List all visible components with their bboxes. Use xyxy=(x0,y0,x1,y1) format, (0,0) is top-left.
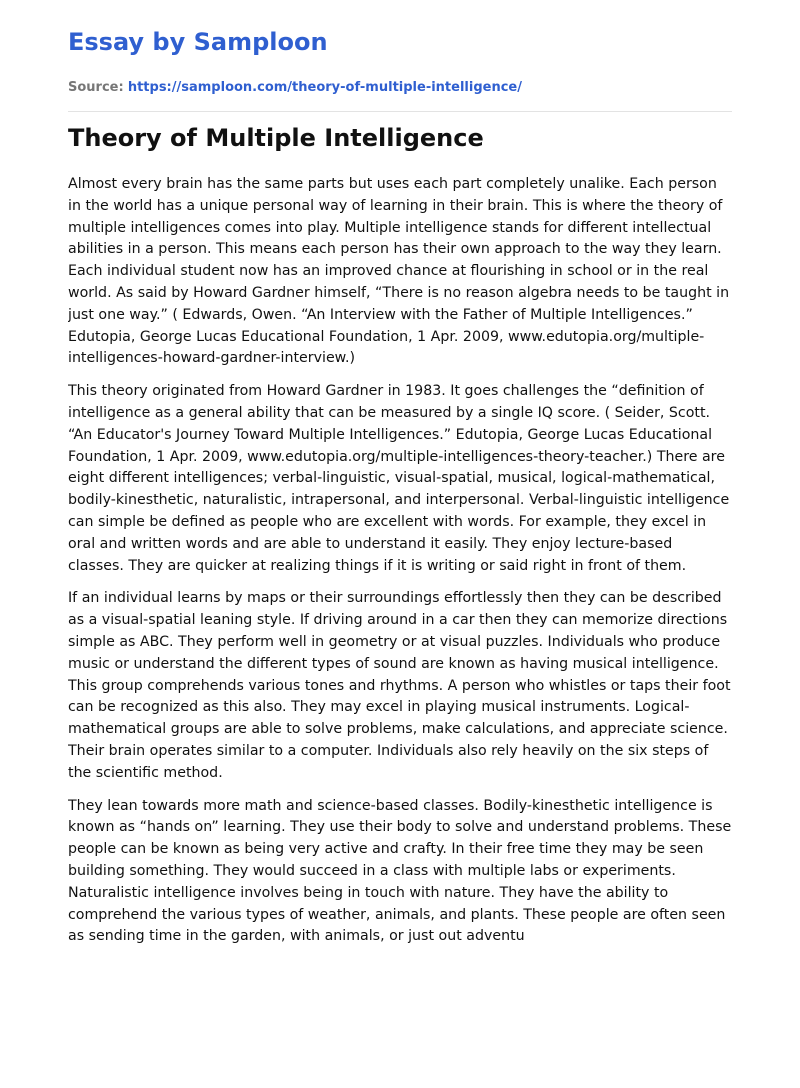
source-link[interactable]: https://samploon.com/theory-of-multiple-intelligence/ xyxy=(127,80,522,95)
paragraph-3: If an individual learns by maps or their surroundings effortlessly then they can be described as a visual-spatial leaning style. If driving around in a car then they can memorize directions simple as ABC. They perform well in geometry or at visual puzzles. Individuals who produce music or understand the different types of sound are known as having musical intelligence. This group comprehends various tones and rhythms. A person who whistles or taps their foot can be recognized as this also. They may excel in playing musical instruments. Logical-mathematical groups are able to solve problems, make calculations, and appreciate science. Their brain operates similar to a computer. Individuals also rely heavily on the six steps of the scientific method. xyxy=(68,590,731,781)
paragraph-1: Almost every brain has the same parts but uses each part completely unalike. Each person in the world has a unique personal way of learning in their brain. This is where the theory of multiple intelligences comes into play. Multiple intelligence stands for different intellectual abilities in a person. This means each person has their own approach to the way they learn. Each individual student now has an improved chance at flourishing in school or in the real world. As said by Howard Gardner himself, “There is no reason algebra needs to be taught in just one way.” ( Edwards, Owen. “An Interview with the Father of Multiple Intelligences.” Edutopia, George Lucas Educational Foundation, 1 Apr. 2009, www.edutopia.org/multiple-intelligences-howard-gardner-interview.) xyxy=(68,176,730,367)
source-label: Source: xyxy=(68,80,124,95)
source-line xyxy=(68,80,522,95)
essay-title: Theory of Multiple Intelligence xyxy=(68,124,484,152)
paragraph-4: They lean towards more math and science-based classes. Bodily-kinesthetic intelligence is known as “hands on” learning. They use their body to solve and understand problems. These people can be known as being very active and crafty. In their free time they may be seen building something. They would succeed in a class with multiple labs or experiments. Naturalistic intelligence involves being in touch with nature. They have the ability to comprehend the various types of weather, animals, and plants. These people are often seen as sending time in the garden, with animals, or just out adventu xyxy=(68,797,732,945)
essay-page xyxy=(68,0,732,1088)
paragraph-2: This theory originated from Howard Gardner in 1983. It goes challenges the “definition of intelligence as a general ability that can be measured by a single IQ score. ( Seider, Scott. “An Educator's Journey Toward Multiple Intelligences.” Edutopia, George Lucas Educational Foundation, 1 Apr. 2009, www.edutopia.org/multiple-intelligences-theory-teacher.) There are eight different intelligences; verbal-linguistic, visual-spatial, musical, logical-mathematical, bodily-kinesthetic, naturalistic, intrapersonal, and interpersonal. Verbal-linguistic intelligence can simple be defined as people who are excellent with words. For example, they excel in oral and written words and are able to understand it easily. They enjoy lecture-based classes. They are quicker at realizing things if it is writing or said right in front of them. xyxy=(68,383,730,574)
site-brand[interactable]: Essay by Samploon xyxy=(68,28,328,56)
essay-body xyxy=(68,174,732,959)
header-divider xyxy=(68,111,732,112)
